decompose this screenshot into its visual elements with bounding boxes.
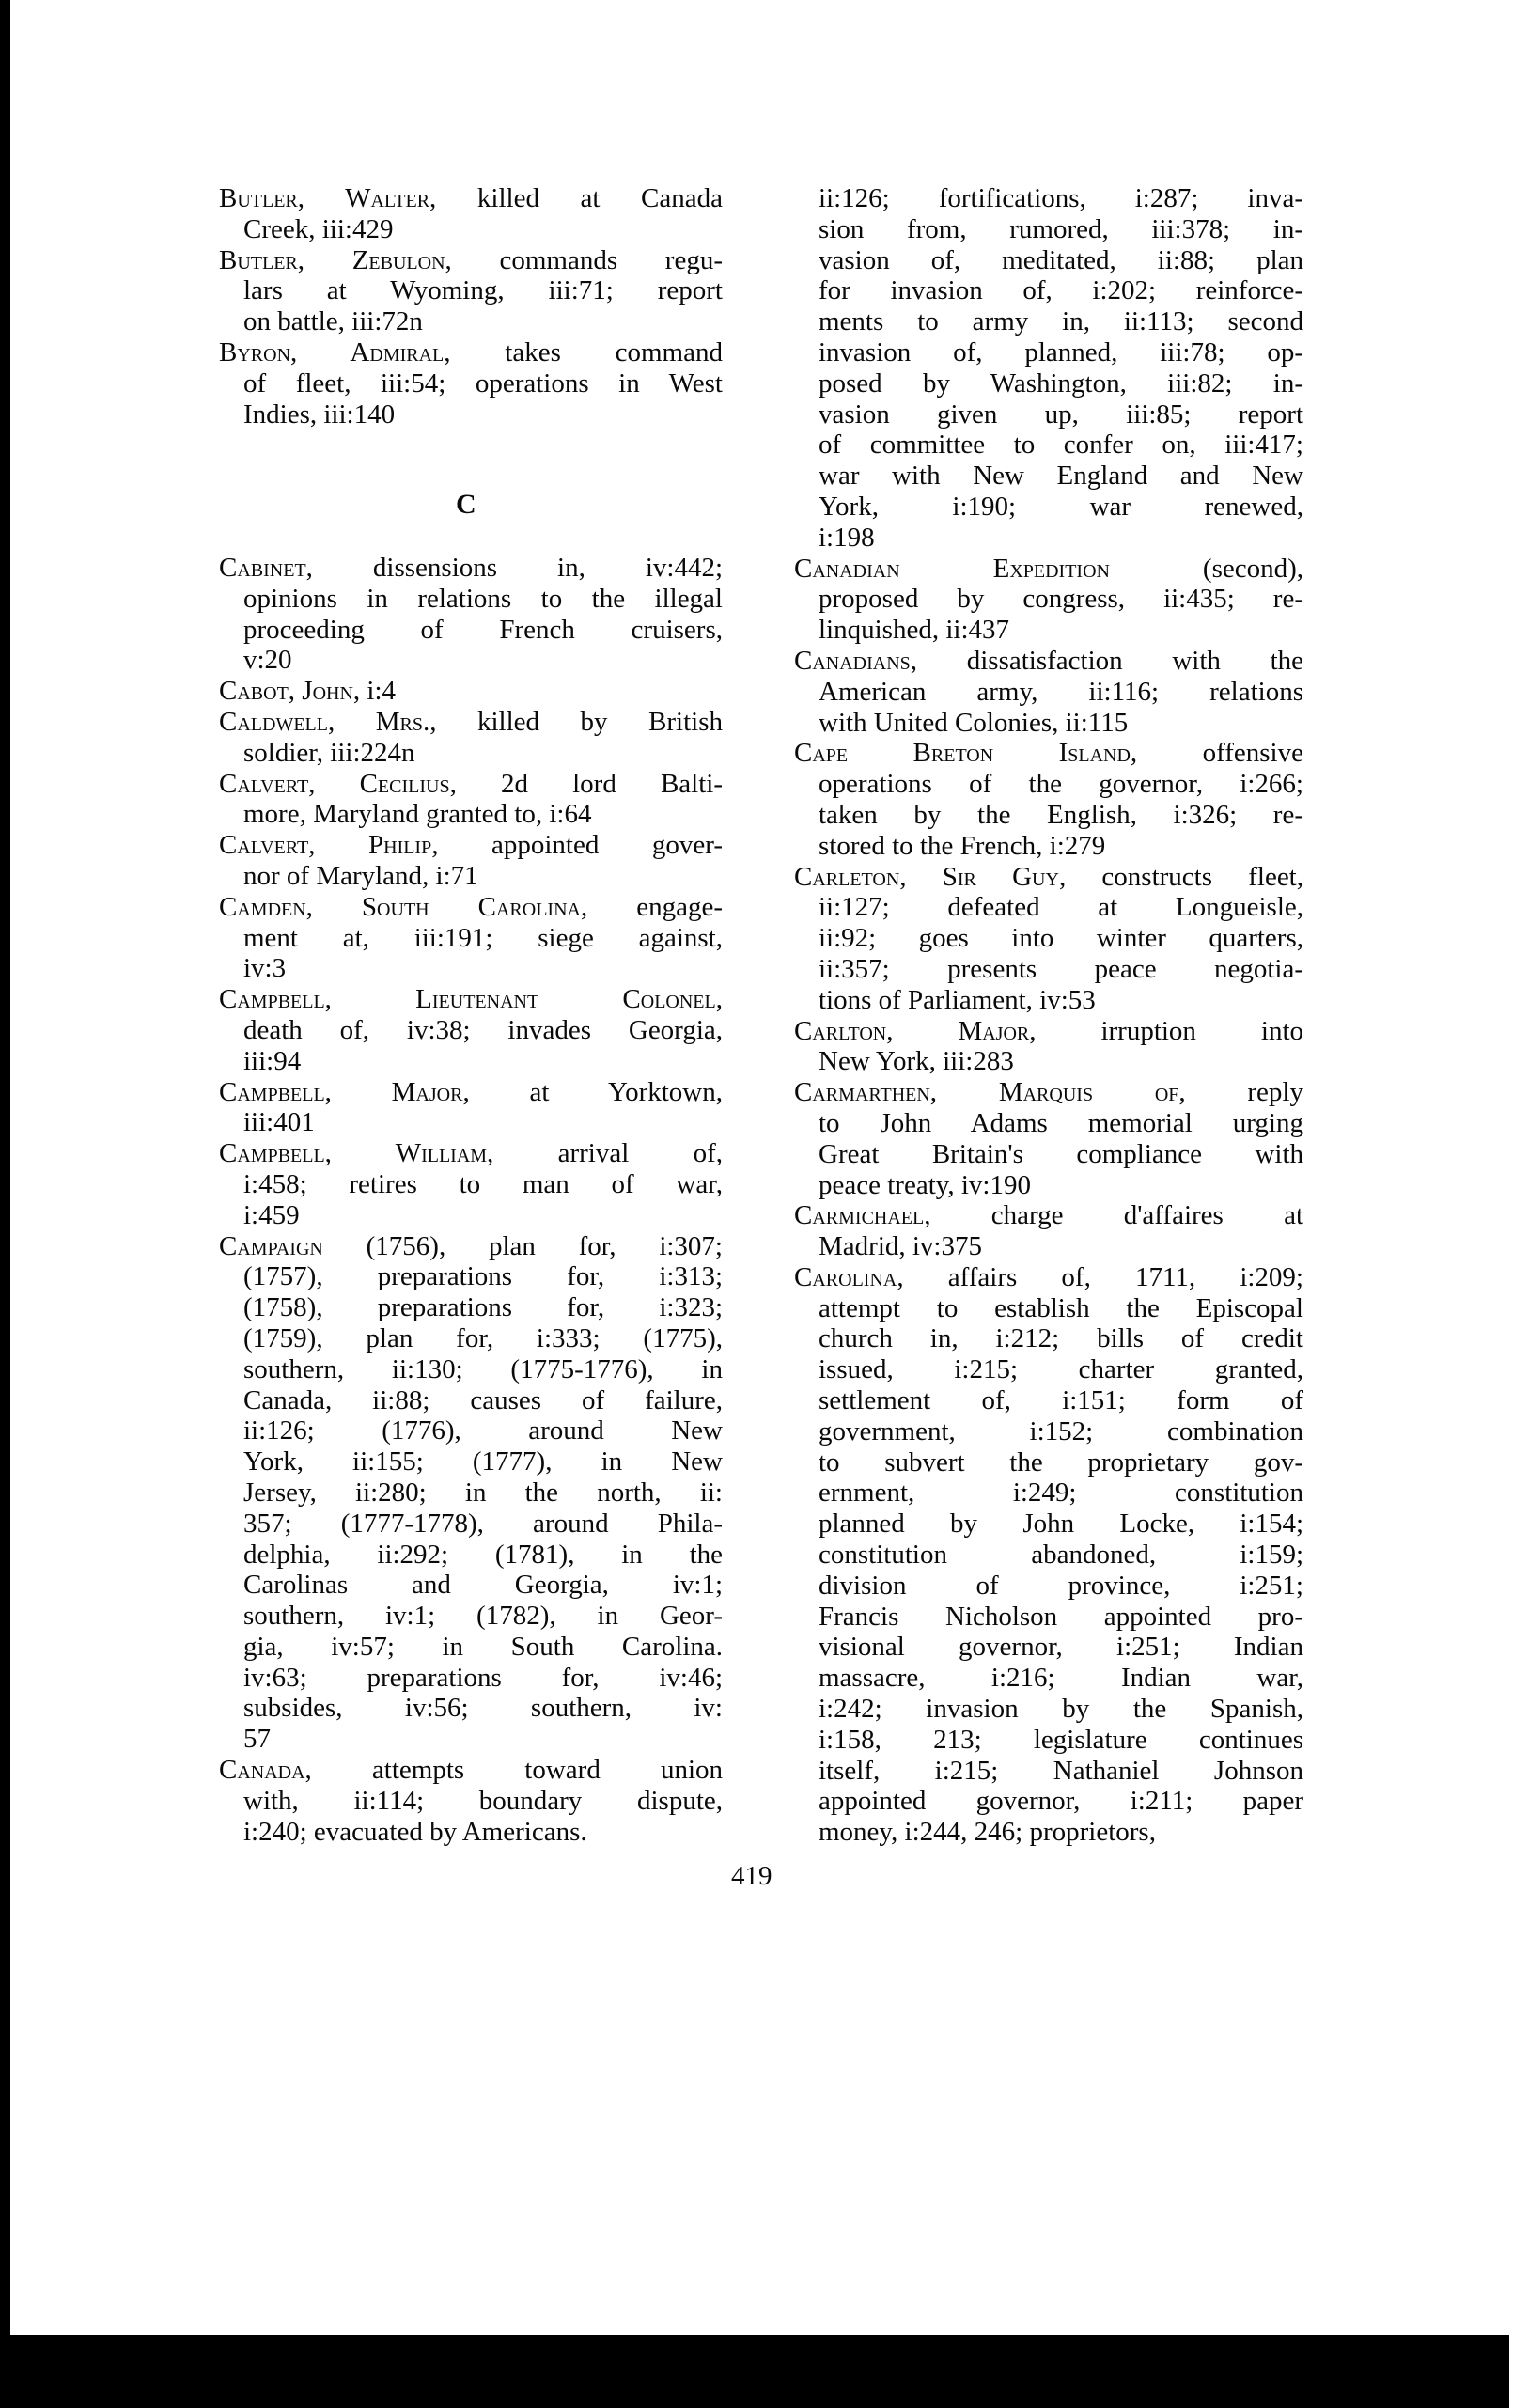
entry-heading: Carolina,: [794, 1261, 904, 1292]
index-line: [219, 1693, 723, 1724]
entry-text: irruption into: [1036, 1015, 1303, 1046]
entry-text: war with New England and New: [819, 461, 1303, 492]
entry-text: gia, iv:57; in South Carolina.: [243, 1631, 723, 1662]
entry-text: appointed governor, i:211; paper: [819, 1786, 1303, 1817]
entry-text: killed by British: [436, 706, 723, 737]
index-line: [219, 923, 723, 954]
entry-text: dissatisfaction with the: [917, 645, 1303, 676]
index-entry: [794, 554, 1303, 646]
entry-text: itself, i:215; Nathaniel Johnson: [819, 1755, 1303, 1786]
entry-text: attempts toward union: [311, 1755, 723, 1786]
entry-text: dissensions in, iv:442;: [312, 553, 723, 583]
index-line: [794, 1077, 1303, 1108]
index-line: [219, 1632, 723, 1663]
entry-text: charge d'affaires at: [930, 1200, 1303, 1231]
entry-text: 357; (1777-1778), around Phila-: [243, 1508, 723, 1539]
entry-text: of fleet, iii:54; operations in West: [243, 367, 723, 399]
index-line: [219, 892, 723, 923]
entry-text: massacre, i:216; Indian war,: [819, 1663, 1303, 1694]
entry-text: delphia, ii:292; (1781), in the: [243, 1539, 723, 1570]
index-line: [219, 1385, 723, 1416]
index-line: [219, 830, 723, 861]
entry-text: money, i:244, 246; proprietors,: [819, 1817, 1156, 1848]
entry-text: i:458; retires to man of war,: [243, 1168, 723, 1199]
index-line: [219, 1786, 723, 1817]
entry-heading: Cape Breton Island,: [794, 738, 1138, 769]
entry-heading: Caldwell, Mrs.,: [219, 706, 437, 737]
index-entry: [794, 862, 1303, 1016]
entry-heading: Campbell, Major,: [219, 1076, 470, 1107]
index-line: [794, 1200, 1303, 1231]
entry-text: southern, iv:1; (1782), in Geor-: [243, 1601, 723, 1632]
entry-heading: Calvert, Philip,: [219, 830, 439, 861]
index-entry: [219, 1077, 723, 1139]
entry-text: ii:126; (1776), around New: [243, 1415, 723, 1446]
index-line: [219, 1077, 723, 1108]
page-number: 419: [731, 1861, 772, 1891]
entry-text: vasion of, meditated, ii:88; plan: [819, 244, 1303, 275]
index-line: [219, 1200, 723, 1231]
entry-text: constructs fleet,: [1066, 861, 1303, 892]
entry-text: ments to army in, ii:113; second: [819, 306, 1303, 337]
entry-text: v:20: [243, 645, 292, 676]
index-line: [219, 799, 723, 830]
index-line: [794, 1323, 1303, 1354]
entry-text: lars at Wyoming, iii:71; report: [243, 275, 723, 306]
entry-text: subsides, iv:56; southern, iv:: [243, 1693, 723, 1724]
entry-text: for invasion of, i:202; reinforce-: [819, 275, 1303, 306]
index-line: [794, 461, 1303, 492]
index-entry: [219, 892, 723, 984]
index-line: [219, 1601, 723, 1632]
entry-text: (second),: [1109, 553, 1303, 584]
entry-heading: Carmarthen, Marquis of,: [794, 1077, 1186, 1108]
index-line: [794, 646, 1303, 677]
entry-heading: Byron, Admiral,: [219, 336, 451, 367]
index-line: [219, 769, 723, 800]
entry-heading: Campaign: [219, 1230, 323, 1261]
index-entry: [219, 1138, 723, 1230]
entry-text: constitution abandoned, i:159;: [819, 1540, 1303, 1571]
entry-text: operations of the governor, i:266;: [819, 769, 1303, 800]
index-line: [219, 615, 723, 646]
index-line: [794, 1170, 1303, 1201]
index-line: [794, 275, 1303, 306]
index-line: [794, 368, 1303, 399]
index-column-left-top: [219, 183, 723, 430]
entry-heading: Butler, Zebulon,: [219, 244, 452, 275]
index-line: [219, 953, 723, 984]
letter-heading: C: [456, 489, 476, 520]
entry-text: proposed by congress, ii:435; re-: [819, 584, 1303, 615]
entry-text: 57: [243, 1724, 271, 1755]
index-line: [219, 275, 723, 306]
entry-text: peace treaty, iv:190: [819, 1169, 1031, 1200]
index-line: [219, 1107, 723, 1138]
index-line: [794, 1786, 1303, 1817]
entry-text: i:240; evacuated by Americans.: [243, 1816, 587, 1847]
index-line: [219, 306, 723, 337]
index-line: [794, 584, 1303, 615]
entry-text: i:459: [243, 1199, 300, 1230]
entry-text: issued, i:215; charter granted,: [819, 1354, 1303, 1385]
index-line: [219, 1415, 723, 1446]
index-line: [219, 1478, 723, 1509]
entry-text: opinions in relations to the illegal: [243, 583, 723, 614]
entry-text: ii:92; goes into winter quarters,: [819, 923, 1303, 954]
entry-heading: Camden, South Carolina,: [219, 891, 588, 922]
index-line: [219, 1663, 723, 1694]
entry-text: vasion given up, iii:85; report: [819, 399, 1303, 430]
index-entry: [219, 1231, 723, 1756]
entry-text: tions of Parliament, iv:53: [819, 984, 1096, 1015]
index-line: [219, 1169, 723, 1200]
entry-text: planned by John Locke, i:154;: [819, 1509, 1303, 1540]
scan-left-edge: [0, 0, 10, 2340]
index-line: [794, 1632, 1303, 1663]
index-line: [219, 368, 723, 399]
entry-text: division of province, i:251;: [819, 1570, 1303, 1601]
entry-text: York, ii:155; (1777), in New: [243, 1446, 723, 1478]
index-line: [794, 985, 1303, 1016]
entry-text: on battle, iii:72n: [243, 306, 423, 337]
index-line: [219, 1261, 723, 1292]
index-line: [219, 1817, 723, 1848]
index-line: [219, 399, 723, 430]
entry-text: church in, i:212; bills of credit: [819, 1323, 1303, 1354]
index-line: [219, 707, 723, 738]
index-line: [794, 306, 1303, 337]
index-line: [794, 1262, 1303, 1293]
entry-text: Indies, iii:140: [243, 399, 396, 430]
entry-text: nor of Maryland, i:71: [243, 860, 478, 891]
entry-text: visional governor, i:251; Indian: [819, 1632, 1303, 1663]
entry-text: with, ii:114; boundary dispute,: [243, 1785, 723, 1816]
index-line: [219, 245, 723, 276]
index-line: [219, 183, 723, 214]
entry-text: posed by Washington, iii:82; in-: [819, 367, 1303, 399]
index-line: [794, 1416, 1303, 1447]
index-line: [219, 1724, 723, 1755]
entry-text: reply: [1185, 1077, 1303, 1108]
entry-text: iv:63; preparations for, iv:46;: [243, 1662, 723, 1693]
index-line: [794, 615, 1303, 646]
index-line: [794, 1016, 1303, 1047]
entry-text: of committee to confer on, iii:417;: [819, 430, 1303, 461]
entry-text: Madrid, iv:375: [819, 1231, 982, 1262]
index-line: [219, 1540, 723, 1571]
index-line: [219, 1138, 723, 1169]
index-line: [794, 862, 1303, 893]
index-line: [794, 1509, 1303, 1540]
index-line: [219, 1570, 723, 1601]
index-line: [219, 861, 723, 892]
index-line: [794, 892, 1303, 923]
index-entry: [219, 553, 723, 676]
entry-text: i:198: [819, 522, 875, 553]
index-column-left: [219, 553, 723, 1847]
index-line: [794, 1602, 1303, 1633]
entry-text: appointed gover-: [438, 830, 723, 861]
entry-text: southern, ii:130; (1775-1776), in: [243, 1353, 723, 1384]
entry-text: Carolinas and Georgia, iv:1;: [243, 1570, 723, 1601]
index-line: [219, 214, 723, 245]
entry-text: ment at, iii:191; siege against,: [243, 922, 723, 953]
index-line: [794, 523, 1303, 554]
index-line: [794, 183, 1303, 214]
index-entry: [794, 1077, 1303, 1200]
entry-text: taken by the English, i:326; re-: [819, 799, 1303, 830]
index-line: [219, 1046, 723, 1077]
index-line: [219, 645, 723, 676]
index-line: [219, 553, 723, 584]
entry-text: arrival of,: [493, 1138, 723, 1169]
entry-text: affairs of, 1711, i:209;: [903, 1261, 1303, 1292]
entry-text: death of, iv:38; invades Georgia,: [243, 1014, 723, 1045]
index-entry: [219, 984, 723, 1076]
index-line: [794, 1540, 1303, 1571]
index-line: [219, 1509, 723, 1540]
index-entry: [794, 1016, 1303, 1078]
index-line: [794, 337, 1303, 368]
index-line: [794, 245, 1303, 276]
index-line: [794, 492, 1303, 523]
entry-text: linquished, ii:437: [819, 615, 1009, 646]
entry-text: takes command: [450, 336, 723, 367]
index-entry: [219, 1755, 723, 1847]
index-entry: [219, 183, 723, 245]
index-entry: [794, 183, 1303, 554]
index-line: [794, 1293, 1303, 1324]
entry-text: i:242; invasion by the Spanish,: [819, 1694, 1303, 1725]
entry-text: ii:357; presents peace negotia-: [819, 953, 1303, 984]
entry-text: more, Maryland granted to, i:64: [243, 799, 592, 830]
entry-heading: Canadians,: [794, 645, 918, 676]
index-line: [794, 1756, 1303, 1787]
entry-text: settlement of, i:151; form of: [819, 1385, 1303, 1416]
entry-text: 2d lord Balti-: [456, 768, 723, 799]
index-line: [794, 214, 1303, 245]
entry-text: commands regu-: [451, 244, 723, 275]
entry-text: government, i:152; combination: [819, 1415, 1303, 1446]
entry-heading: Campbell, William,: [219, 1138, 494, 1169]
index-column-right: [794, 183, 1303, 1848]
index-line: [219, 984, 723, 1015]
entry-heading: Canada,: [219, 1755, 312, 1786]
index-line: [794, 1663, 1303, 1694]
entry-text: American army, ii:116; relations: [819, 676, 1303, 707]
entry-text: (1758), preparations for, i:323;: [243, 1292, 723, 1323]
index-entry: [794, 646, 1303, 738]
index-line: [794, 1139, 1303, 1170]
index-line: [219, 1354, 723, 1385]
index-line: [794, 554, 1303, 585]
entry-text: (1759), plan for, i:333; (1775),: [243, 1322, 723, 1353]
entry-text: ii:126; fortifications, i:287; inva-: [819, 183, 1303, 213]
entry-heading: Campbell, Lieutenant Colonel,: [219, 984, 723, 1015]
index-line: [219, 1323, 723, 1354]
entry-text: offensive: [1137, 738, 1303, 769]
entry-text: York, i:190; war renewed,: [819, 491, 1303, 522]
entry-text: iv:3: [243, 953, 287, 984]
entry-text: sion from, rumored, iii:378; in-: [819, 213, 1303, 244]
entry-text: ernment, i:249; constitution: [819, 1478, 1303, 1509]
index-line: [794, 1046, 1303, 1077]
index-entry: [794, 1200, 1303, 1262]
index-entry: [219, 676, 723, 707]
entry-text: at Yorktown,: [469, 1076, 723, 1107]
entry-text: (1757), preparations for, i:313;: [243, 1261, 723, 1292]
entry-text: soldier, iii:224n: [243, 737, 415, 768]
index-entry: [219, 245, 723, 337]
index-line: [794, 800, 1303, 831]
index-line: [794, 399, 1303, 430]
index-line: [219, 676, 723, 707]
index-entry: [219, 337, 723, 430]
index-line: [219, 738, 723, 769]
index-line: [794, 1571, 1303, 1602]
entry-heading: Cabinet,: [219, 553, 313, 583]
entry-text: to subvert the proprietary gov-: [819, 1446, 1303, 1478]
entry-text: engage-: [587, 891, 723, 922]
entry-text: Jersey, ii:280; in the north, ii:: [243, 1477, 723, 1508]
index-line: [219, 1446, 723, 1478]
index-line: [794, 923, 1303, 954]
entry-text: Francis Nicholson appointed pro-: [819, 1601, 1303, 1632]
index-line: [794, 1385, 1303, 1416]
index-line: [794, 1354, 1303, 1385]
entry-heading: Carleton, Sir Guy,: [794, 861, 1067, 892]
entry-heading: Cabot, John,: [219, 676, 361, 707]
index-line: [219, 1015, 723, 1046]
index-line: [794, 1725, 1303, 1756]
entry-text: to John Adams memorial urging: [819, 1107, 1303, 1138]
index-line: [794, 1108, 1303, 1139]
entry-text: i:4: [360, 676, 397, 707]
index-entry: [219, 769, 723, 831]
index-entry: [794, 738, 1303, 861]
index-line: [794, 1817, 1303, 1848]
index-entry: [219, 830, 723, 892]
entry-text: Canada, ii:88; causes of failure,: [243, 1384, 723, 1415]
entry-heading: Calvert, Cecilius,: [219, 768, 457, 799]
entry-heading: Canadian Expedition: [794, 553, 1110, 584]
entry-text: killed at Canada: [436, 183, 723, 213]
entry-heading: Butler, Walter,: [219, 183, 437, 213]
entry-text: attempt to establish the Episcopal: [819, 1292, 1303, 1323]
entry-text: proceeding of French cruisers,: [243, 614, 723, 645]
index-line: [794, 1694, 1303, 1725]
index-line: [219, 337, 723, 368]
index-line: [794, 1231, 1303, 1262]
entry-text: iii:401: [243, 1107, 315, 1138]
entry-text: ii:127; defeated at Longueisle,: [819, 892, 1303, 923]
index-line: [219, 1231, 723, 1262]
entry-text: invasion of, planned, iii:78; op-: [819, 336, 1303, 367]
index-line: [794, 1447, 1303, 1478]
entry-text: Creek, iii:429: [243, 213, 394, 244]
index-line: [219, 1755, 723, 1786]
scan-bottom-edge: [0, 2335, 1509, 2408]
entry-text: iii:94: [243, 1045, 302, 1076]
index-entry: [794, 1262, 1303, 1848]
index-line: [794, 708, 1303, 739]
index-line: [794, 769, 1303, 800]
index-line: [794, 831, 1303, 862]
index-entry: [219, 707, 723, 769]
entry-text: New York, iii:283: [819, 1046, 1014, 1077]
index-line: [794, 677, 1303, 708]
entry-heading: Carmichael,: [794, 1200, 931, 1231]
index-line: [219, 1292, 723, 1323]
entry-text: (1756), plan for, i:307;: [322, 1230, 723, 1261]
entry-text: with United Colonies, ii:115: [819, 707, 1129, 738]
index-line: [219, 584, 723, 615]
index-line: [794, 430, 1303, 461]
entry-text: Great Britain's compliance with: [819, 1138, 1303, 1169]
entry-heading: Carlton, Major,: [794, 1015, 1037, 1046]
index-line: [794, 738, 1303, 769]
index-line: [794, 1478, 1303, 1509]
entry-text: i:158, 213; legislature continues: [819, 1724, 1303, 1755]
index-line: [794, 954, 1303, 985]
entry-text: stored to the French, i:279: [819, 830, 1106, 861]
